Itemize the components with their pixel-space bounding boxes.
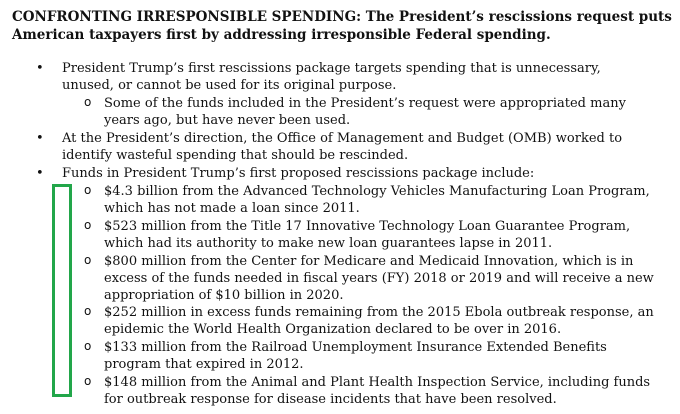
sub-bullet-item (84, 183, 664, 217)
bullet-item (36, 60, 652, 94)
sub-bullet-item (84, 253, 664, 304)
sub-bullet-marker: o (84, 218, 92, 232)
sub-bullet-item (84, 374, 664, 408)
bullet-marker: • (36, 61, 44, 76)
sub-bullet-marker: o (84, 304, 92, 318)
sub-bullet-text: $252 million in excess funds remaining from the 2015 Ebola outbreak response, an epidemic the World Health Organization declared to be over in 2016. (104, 305, 654, 337)
bullet-marker: • (36, 131, 44, 146)
sub-bullet-marker: o (84, 374, 92, 388)
sub-bullet-marker: o (84, 253, 92, 267)
bullet-item (36, 165, 652, 182)
highlight-box (52, 184, 72, 397)
sub-bullet-marker: o (84, 95, 92, 109)
sub-bullet-item (84, 304, 664, 338)
sub-bullet-text: $523 million from the Title 17 Innovative Technology Loan Guarantee Program, which had its authority to make new loan guarantees lapse in 2011. (104, 219, 631, 251)
sub-bullet-text: $800 million from the Center for Medicare and Medicaid Innovation, which is in excess of the funds needed in fiscal years (FY) 2018 or 2019 and will receive a new appropriation of $10 billion in 2020. (104, 254, 654, 303)
sub-bullet-item (84, 218, 664, 252)
bullet-text: At the President’s direction, the Office of Management and Budget (OMB) worked to identify wasteful spending that should be rescinded. (62, 131, 623, 163)
bullet-text: Funds in President Trump’s first proposed rescissions package include: (62, 166, 535, 181)
sub-bullet-item (84, 95, 664, 129)
sub-bullet-marker: o (84, 183, 92, 197)
bullet-marker: • (36, 166, 44, 181)
bullet-item (36, 130, 652, 164)
sub-bullet-text: $133 million from the Railroad Unemployment Insurance Extended Benefits program that expired in 2012. (104, 340, 607, 372)
bullet-text: President Trump’s first rescissions package targets spending that is unnecessary, unused, or cannot be used for its original purpose. (62, 61, 601, 93)
sub-bullet-text: $4.3 billion from the Advanced Technology Vehicles Manufacturing Loan Program, which has not made a loan since 2011. (104, 184, 650, 216)
document-heading: CONFRONTING IRRESPONSIBLE SPENDING: The President’s rescissions request puts American taxpayers first by addressing irresponsible Federal spending. (12, 9, 672, 43)
sub-bullet-text: $148 million from the Animal and Plant Health Inspection Service, including funds for outbreak response for disease incidents that have been resolved. (104, 375, 651, 407)
sub-bullet-text: Some of the funds included in the President’s request were appropriated many years ago, but have never been used. (104, 96, 626, 128)
sub-bullet-item (84, 339, 664, 373)
sub-bullet-marker: o (84, 339, 92, 353)
